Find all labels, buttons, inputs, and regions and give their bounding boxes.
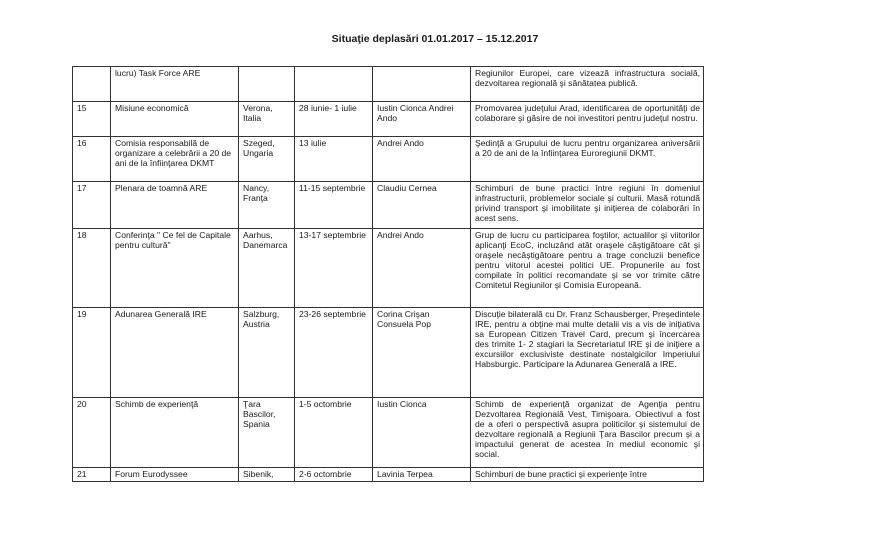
table-row: [73, 137, 704, 182]
event-dates: 11-15 septembrie: [295, 182, 373, 229]
travel-table: [72, 66, 704, 482]
table-row: [73, 67, 704, 102]
event-description: Regiunilor Europei, care vizează infrastructura socială, dezvoltarea regională şi sănătatea publică.: [471, 67, 704, 102]
event-dates: 2-6 octombrie: [295, 468, 373, 482]
event-dates: [295, 67, 373, 102]
row-number: 18: [73, 229, 111, 308]
event-dates: 13 iulie: [295, 137, 373, 182]
event-persons: Iustin Cionca Andrei Ando: [373, 102, 471, 137]
event-location: Sibenik,: [239, 468, 295, 482]
event-location: Nancy, Franţa: [239, 182, 295, 229]
row-number: 21: [73, 468, 111, 482]
row-number: 20: [73, 398, 111, 468]
event-name: Misiune economică: [111, 102, 239, 137]
table-row: [73, 398, 704, 468]
event-description: Grup de lucru cu participarea foştilor, actualilor şi viitorilor aplicanţi EcoC, incluzând atât oraşele câştigătoare cât şi oraşele necâştigătoare pentru a trage concluzii benefice pentru viitorul acestei politici UE. Propunerile au fost compilate în politici recomandate şi se vor trimite către Comitetul Regiunilor şi Comisia Europeană.: [471, 229, 704, 308]
event-description: Discuţie bilaterală cu Dr. Franz Schausberger, Preşedintele IRE, pentru a obţine mai multe detalii vis a vis de iniţiativa sa European Citizen Travel Card, precum şi încercarea des trimite 1- 2 stagiari la Secretariatul IRE şi de iniţiere a excursiilor exclusiviste destinate nostalgicilor Imperiului Habsburgic. Participare la Adunarea Generală a IRE.: [471, 308, 704, 398]
event-dates: 1-5 octombrie: [295, 398, 373, 468]
row-number: 15: [73, 102, 111, 137]
event-description: Promovarea judeţului Arad, identificarea de oportunităţi de colaborare şi găsire de noi investitori pentru judeţul nostru.: [471, 102, 704, 137]
event-description: Schimburi de bune practici şi experienţe între: [471, 468, 704, 482]
page-title: Situaţie deplasări 01.01.2017 – 15.12.2017: [331, 33, 539, 45]
table-row: [73, 102, 704, 137]
table-row: [73, 229, 704, 308]
event-location: Verona, Italia: [239, 102, 295, 137]
row-number: 17: [73, 182, 111, 229]
event-name: Conferinţa " Ce fel de Capitale pentru cultură": [111, 229, 239, 308]
row-number: [73, 67, 111, 102]
event-dates: 13-17 septembrie: [295, 229, 373, 308]
table-row: [73, 308, 704, 398]
event-persons: [373, 67, 471, 102]
table-row: [73, 468, 704, 482]
event-location: [239, 67, 295, 102]
event-persons: Claudiu Cernea: [373, 182, 471, 229]
row-number: 16: [73, 137, 111, 182]
event-name: Adunarea Generală IRE: [111, 308, 239, 398]
event-name: lucru) Task Force ARE: [111, 67, 239, 102]
event-location: Salzburg, Austria: [239, 308, 295, 398]
table-row: [73, 182, 704, 229]
event-name: Plenara de toamnă ARE: [111, 182, 239, 229]
event-persons: Corina Crişan Consuela Pop: [373, 308, 471, 398]
event-description: Schimburi de bune practici între regiuni în domeniul infrastructurii, problemelor sociale şi culturii. Masă rotundă privind transport şi imobilitate şi iniţierea de colaborări în acest sens.: [471, 182, 704, 229]
event-persons: Andrei Ando: [373, 137, 471, 182]
row-number: 19: [73, 308, 111, 398]
event-name: Forum Eurodyssee: [111, 468, 239, 482]
event-location: Szeged, Ungaria: [239, 137, 295, 182]
event-description: Şedinţă a Grupului de lucru pentru organizarea aniversării a 20 de ani de la înfiinţarea Euroregiunii DKMT.: [471, 137, 704, 182]
event-name: Comisia responsabilă de organizare a celebrării a 20 de ani de la înfiinţarea DKMT: [111, 137, 239, 182]
event-persons: Iustin Cionca: [373, 398, 471, 468]
event-persons: Andrei Ando: [373, 229, 471, 308]
event-location: Ţara Bascilor, Spania: [239, 398, 295, 468]
event-description: Schimb de experienţă organizat de Agenţia pentru Dezvoltarea Regională Vest, Timişoara. Obiectivul a fost de a oferi o perspectivă asupra politicilor şi sistemului de dezvoltare regională a Regiunii Ţara Bascilor precum şi a impactului generat de acestea în mediul economic şi social.: [471, 398, 704, 468]
event-persons: Lavinia Terpea: [373, 468, 471, 482]
event-name: Schimb de experienţă: [111, 398, 239, 468]
event-dates: 28 iunie- 1 iulie: [295, 102, 373, 137]
event-dates: 23-26 septembrie: [295, 308, 373, 398]
event-location: Aarhus, Danemarca: [239, 229, 295, 308]
